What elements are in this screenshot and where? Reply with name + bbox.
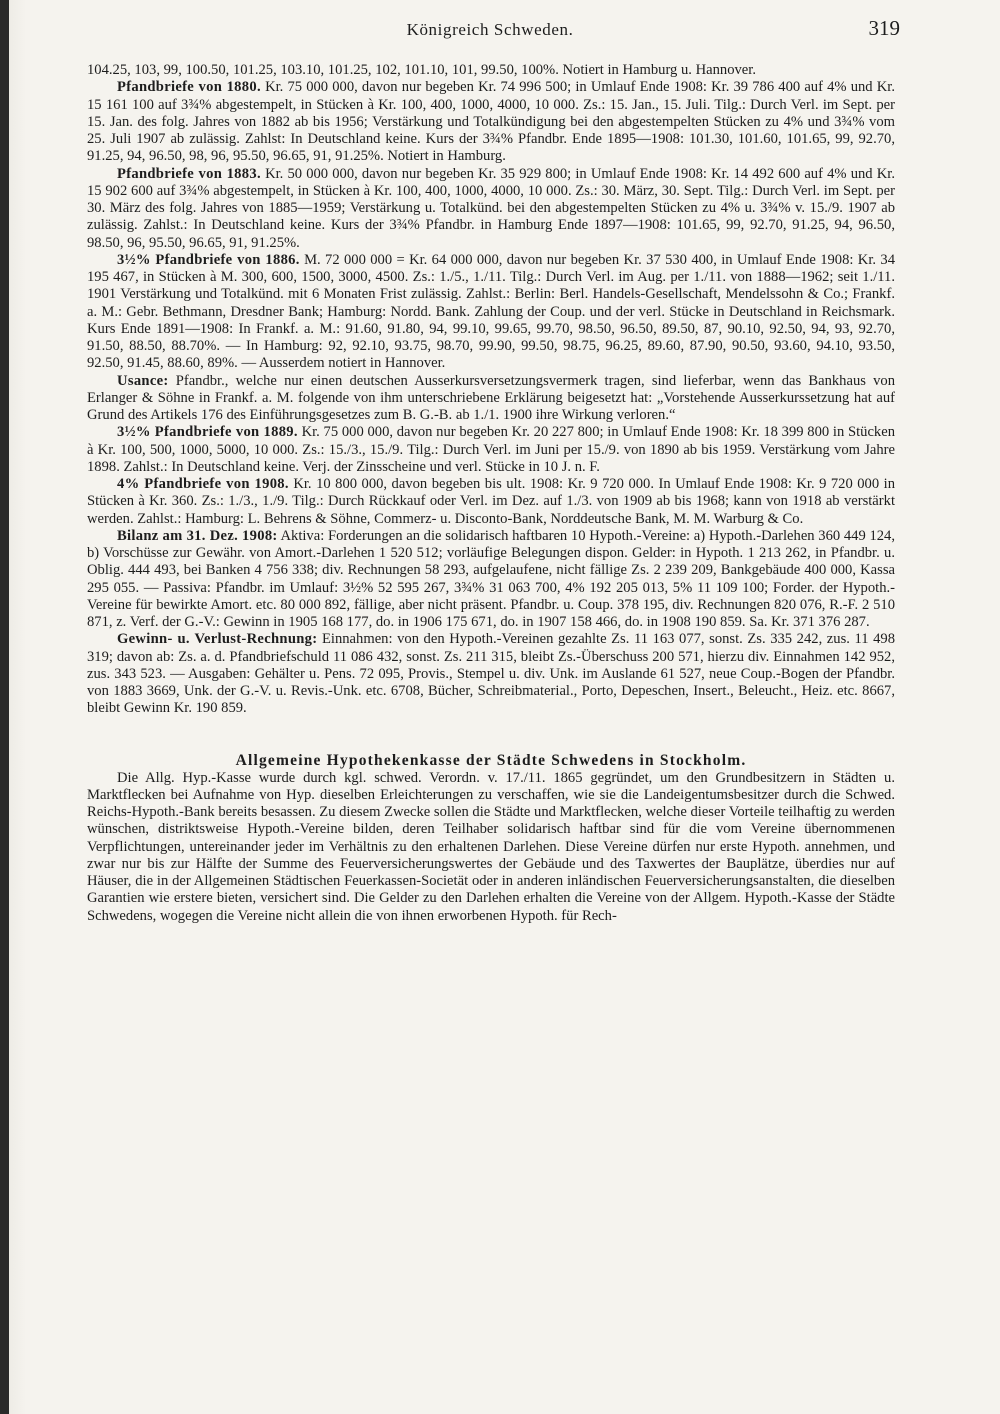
paragraph-lead: 3½% Pfandbriefe von 1886.	[117, 251, 300, 268]
paragraph-pfandbriefe-1883	[87, 166, 895, 252]
paragraph-lead: 3½% Pfandbriefe von 1889.	[117, 424, 298, 441]
paragraph-pfandbriefe-1880	[87, 79, 895, 165]
page-body	[87, 62, 895, 925]
paragraph-kurs-continuation	[87, 62, 895, 79]
paragraph-text: Kr. 75 000 000, davon nur begeben Kr. 74 996 500; in Umlauf Ende 1908: Kr. 39 786 400 auf 4% und Kr. 15 161 100 auf 3¾% abgestempelt, in Stücken à Kr. 100, 400, 1000, 4000, 10 000. Zs.: 15. Jan., 15. Juli. Tilg.: Durch Verl. im Sept. per 15. Jan. des folg. Jahres von 1882 ab bis 1956; Verstärkung und Totalkündigung bei den abgestempelten Stücken zu 4% und 3¾% vom 25. Juli 1907 ab zulässig. Zahlst: In Deutschland keine. Kurs der 3¾% Pfandbr. Ende 1895—1908: 101.30, 101.60, 101.65, 99, 92.70, 91.25, 94, 96.50, 98, 96, 95.50, 96.65, 91, 91.25%. Notiert in Hamburg.	[87, 79, 895, 165]
paragraph-section-intro: Die Allg. Hyp.-Kasse wurde durch kgl. schwed. Verordn. v. 17./11. 1865 gegründet, um den Grundbesitzern in Städten u. Marktflecken bei Aufnahme von Hyp. dieselben Erleichterungen zu verschaffen, wie sie die Landeigentumsbesitzer durch die Schwed. Reichs-Hypoth.-Bank bereits besassen. Zu diesem Zwecke sollen die Städte und Marktflecken, welche dieser Vorteile teilhaftig zu werden wünschen, distriktsweise Hypoth.-Vereine bilden, deren Teilhaber solidarisch haftbar sind für die vom Vereine übernommenen Verpflichtungen, untereinander jeder im Verhältnis zu den erhaltenen Darlehen. Diese Vereine dürfen nur erste Hypoth. annehmen, und zwar nur bis zur Hälfte der Summe des Feuerversicherungswertes der Gebäude und des Taxwertes der Bauplätze, überdies nur auf Häuser, die in der Allgemeinen Städtischen Feuerkassen-Societät oder in anderen inländischen Feuerversicherungsanstalten, die dieselben Garantien wie erstere bieten, versichert sind. Die Gelder zu den Darlehen erhalten die Vereine von der Allgem. Hypoth.-Kasse der Städte Schwedens, wogegen die Vereine nicht allein die von ihnen erworbenen Hypoth. für Rech-	[87, 769, 895, 924]
paragraph-lead: Gewinn- u. Verlust-Rechnung:	[117, 631, 318, 648]
paragraph-usance	[87, 373, 895, 425]
paragraph-text: Kr. 75 000 000, davon nur begeben Kr. 20 227 800; in Umlauf Ende 1908: Kr. 18 399 800 in Stücken à Kr. 100, 500, 1000, 5000, 10 000. Zs.: 15./3., 15./9. Tilg.: Durch Verl. im Juni per 15./9. von 1890 ab bis 1959. Verstärkung vom Jahre 1898. Zahlst.: In Deutschland keine. Verj. der Zinsscheine und verl. Stücke in 10 J. n. F.	[87, 424, 895, 475]
section-title: Allgemeine Hypothekenkasse der Städte Schwedens in Stockholm.	[235, 751, 747, 769]
page-header	[80, 14, 900, 44]
page-number: 319	[868, 16, 900, 40]
binding-edge	[0, 0, 9, 1414]
paragraph-pfandbriefe-1886	[87, 252, 895, 373]
paragraph-text: Aktiva: Forderungen an die solidarisch haftbaren 10 Hypoth.-Vereine: a) Hypoth.-Darlehen 360 449 124, b) Vorschüsse zur Gewähr. von Amort.-Darlehen 1 520 512; vorläufige Belegungen dispon. Gelder: in Hypoth. 1 213 262, in Pfandbr. u. Oblig. 444 493, bei Banken 4 756 338; div. Rechnungen 58 293, aufgelaufene, nicht fällige Zs. 2 239 209, Bankgebäude 400 000, Kassa 295 055. — Passiva: Pfandbr. im Umlauf: 3½% 52 595 267, 3¾% 31 063 700, 4% 192 205 013, 5% 11 109 100; Forder. der Hypoth.-Vereine für bewirkte Amort. etc. 80 000 892, fällige, aber nicht präsent. Pfandbr. u. Coup. 378 195, div. Rechnungen 820 076, R.-F. 2 510 871, z. Verf. der G.-V.: Gewinn in 1905 168 177, do. in 1906 175 671, do. in 1907 158 466, do. in 1908 190 859. Sa. Kr. 371 376 287.	[87, 527, 895, 630]
running-head: Königreich Schweden.	[406, 20, 574, 39]
paragraph-text: 104.25, 103, 99, 100.50, 101.25, 103.10, 101.25, 102, 101.10, 101, 99.50, 100%. Notiert in Hamburg u. Hannover.	[87, 62, 756, 78]
section-divider-space	[87, 718, 895, 752]
paragraph-pfandbriefe-1908	[87, 476, 895, 528]
paragraph-lead: Pfandbriefe von 1880.	[117, 79, 261, 96]
paragraph-text: Pfandbr., welche nur einen deutschen Ausserkursversetzungsvermerk tragen, sind lieferbar, wenn das Bankhaus von Erlanger & Söhne in Frankf. a. M. folgende von ihm unterschriebene Erklärung beigesetzt hat: „Vorstehende Ausserkurssetzung hat auf Grund des Artikels 176 des Einführungsgesetzes zum B. G.-B. ab 1./1. 1900 ihre Wirkung verloren.“	[87, 372, 895, 423]
paragraph-lead: Bilanz am 31. Dez. 1908:	[117, 527, 278, 544]
paragraph-pfandbriefe-1889	[87, 424, 895, 476]
paragraph-bilanz	[87, 528, 895, 632]
paragraph-lead: Usance:	[117, 372, 169, 389]
paragraph-lead: Pfandbriefe von 1883.	[117, 165, 261, 182]
paragraph-text: Kr. 50 000 000, davon nur begeben Kr. 35 929 800; in Umlauf Ende 1908: Kr. 14 492 600 auf 4% und Kr. 15 902 600 auf 3¾% abgestempelt, in Stücken à Kr. 100, 400, 1000, 4000, 10 000. Zs.: 30. März, 30. Sept. Tilg.: Durch Verl. im Sept. per 30. März des folg. Jahres von 1885—1959; Verstärkung u. Totalkünd. bei den abgestempelten Stücken zu 4% u. 3¾% v. 15./9. 1907 ab zulässig. Zahlst.: In Deutschland keine. Kurs der 3¾% Pfandbr. in Hamburg Ende 1897—1908: 101.65, 99, 92.70, 91.25, 94, 96.50, 98.50, 96, 95.50, 96.65, 91, 91.25%.	[87, 165, 895, 251]
paragraph-text: Einnahmen: von den Hypoth.-Vereinen gezahlte Zs. 11 163 077, sonst. Zs. 335 242, zus. 11 498 319; davon ab: Zs. a. d. Pfandbriefschuld 11 086 432, sonst. Zs. 211 315, bleibt Zs.-Überschuss 200 571, hierzu div. Einnahmen 142 952, zus. 343 523. — Ausgaben: Gehälter u. Pens. 72 095, Provis., Stempel u. div. Unk. im Auslande 61 527, neue Coup.-Bogen der Pfandbr. von 1883 3669, Unk. der G.-V. u. Revis.-Unk. etc. 6708, Bücher, Schreibmaterial., Porto, Depeschen, Insert., Beleucht., Heiz. etc. 8667, bleibt Gewinn Kr. 190 859.	[87, 631, 895, 717]
paragraph-text: Kr. 10 800 000, davon begeben bis ult. 1908: Kr. 9 720 000. In Umlauf Ende 1908: Kr. 9 720 000 in Stücken à Kr. 360. Zs.: 1./3., 1./9. Tilg.: Durch Rückkauf oder Verl. im Dez. auf 1./3. von 1909 ab bis 1968; kann von 1918 ab verstärkt werden. Zahlst.: Hamburg: L. Behrens & Söhne, Commerz- u. Disconto-Bank, Norddeutsche Bank, M. M. Warburg & Co.	[87, 476, 895, 527]
paragraph-gewinn-verlust	[87, 631, 895, 717]
paragraph-text: M. 72 000 000 = Kr. 64 000 000, davon nur begeben Kr. 37 530 400, in Umlauf Ende 1908: Kr. 34 195 467, in Stücken à M. 300, 600, 1500, 3000, 4500. Zs.: 1./5., 1./11. Tilg.: Durch Verl. im Aug. per 1./11. von 1888—1962; seit 1./11. 1901 Verstärkung und Totalkünd. mit 6 Monaten Frist zulässig. Zahlst.: Berlin: Berl. Handels-Gesellschaft, Mendelssohn & Co.; Frankf. a. M.: Gebr. Bethmann, Dresdner Bank; Hamburg: Nordd. Bank. Zahlung der Coup. und der verl. Stücke in Deutschland in Reichsmark. Kurs Ende 1891—1908: In Frankf. a. M.: 91.60, 91.80, 94, 99.10, 99.65, 99.70, 98.50, 96.50, 89.50, 87, 90.10, 92.50, 94, 93, 92.70, 91.50, 88.50, 88.70%. — In Hamburg: 92, 92.10, 93.75, 98.70, 99.90, 99.50, 98.75, 96.25, 89.60, 87.90, 90.50, 93.60, 94.10, 93.50, 92.50, 91.45, 88.60, 89%. — Ausserdem notiert in Hannover.	[87, 251, 895, 372]
paragraph-lead: 4% Pfandbriefe von 1908.	[117, 476, 289, 492]
